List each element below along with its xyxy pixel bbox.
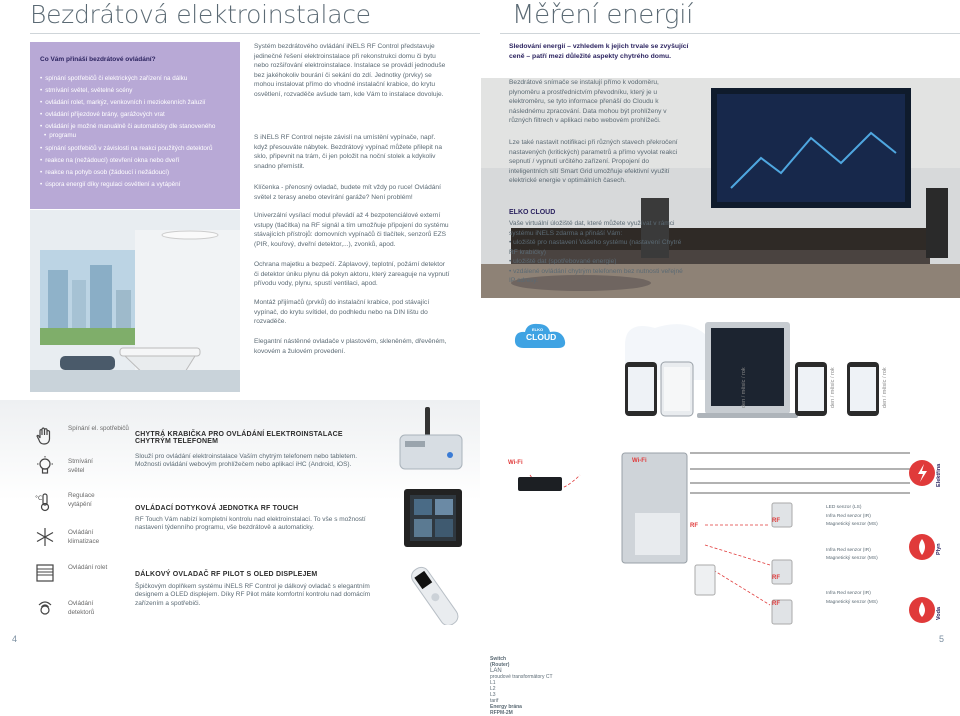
diagram-lines: [490, 425, 960, 651]
phase-label: L1: [490, 680, 496, 686]
intro-paragraph: Systém bezdrátového ovládání iNELS RF Control představuje jedinečné řešení elektroinstalace při rekonstrukci domu či bytu nebo rozšiřování elektroinstalace. Instalace se provádí jednoduše bez jakéhokoliv bourání či sekání do zdí. Jednotky (prvky) se mohou instalovat přímo do vhodné instalační krabice, do krytu osvětlení, rozvaděče avšude tam, kde Vám to instalace dovoluje.: [254, 43, 446, 98]
paragraph-keychain: Klíčenka - přenosný ovladač, budete mít vždy po ruce! Ovládání světel z terasy anebo otevírání garáže? Není problém!: [254, 184, 441, 201]
devices-image: [585, 320, 960, 420]
sensor-label: Infra Red senzor (IR): [826, 591, 871, 596]
icon-label: Ovládání rolet: [68, 564, 108, 571]
icon-label: Ovládání klimatizace: [68, 529, 100, 545]
benefit-item: • ovládání rolet, markýz, venkovních i meziokenních žaluzií: [40, 99, 235, 107]
icon-label: Regulace vytápění: [68, 492, 95, 508]
product-title: CHYTRÁ KRABIČKA PRO OVLÁDÁNÍ ELEKTROINSTALACE CHYTRÝM TELEFONEM: [135, 431, 343, 445]
phone-label: den / měsíc / rok: [830, 367, 836, 408]
paragraph-mounting: Montáž přijímačů (prvků) do instalační krabice, pod stávající vypínač, do krytu svítidel, do podhledu nebo na DIN lištu do rozvaděče.: [254, 299, 430, 325]
benefit-item: • ovládání je možné manuálně či automaticky dle stanoveného: [40, 123, 235, 131]
sensor-label: Infra Red senzor (IR): [826, 514, 871, 519]
elko-cloud-list: [509, 238, 689, 286]
rf-label: RF: [772, 575, 780, 581]
energy-bridge-label: Energy brána: [490, 704, 522, 710]
product-title: OVLÁDACÍ DOTYKOVÁ JEDNOTKA RF TOUCH: [135, 505, 299, 512]
benefit-item: • spínání spotřebičů či elektrických zařízení na dálku: [40, 75, 235, 83]
cloud-logo-top: ELKO: [532, 327, 544, 332]
ct-label: proudové transformátory CT: [490, 674, 553, 680]
rf-label: RF: [690, 523, 698, 529]
page-title-right: Měření energií: [512, 0, 694, 30]
product-text: Špičkovým doplňkem systému iNELS RF Control je dálkový ovladač s elegantním designem a OLED displejem. Díky RF Pilot máte komfortní kontrolu nad domácím zařízením a spotřebiči.: [135, 583, 371, 607]
side-label-electricity: Elektřina: [936, 463, 942, 487]
page-title-left: Bezdrátová elektroinstalace: [30, 0, 371, 29]
sensor-icon: [35, 598, 55, 618]
energy-diagram: [490, 425, 960, 716]
rf-touch-image: [404, 489, 462, 547]
phase-label: L3: [490, 692, 496, 698]
icon-label: Stmívání světel: [68, 458, 93, 474]
elko-bullet: vzdálené ovládání chytrým telefonem bez nutnosti veřejné IP adresy.: [509, 267, 683, 284]
sensor-label: Magnetický senzor (MS): [826, 522, 878, 527]
sensor-label: Magnetický senzor (MS): [826, 556, 878, 561]
paragraph-controllers: Elegantní nástěnné ovladače v plastovém, skleněném, dřevěném, kovovém a žulovém provedení.: [254, 338, 447, 355]
phone-label: den / měsíc / rok: [882, 367, 888, 408]
benefit-item-cont: [40, 132, 235, 140]
list-item: • uložiště pro nastavení Vašeho systému (nastavení Chytré RF krabičky): [509, 239, 682, 256]
tarif-label: tarif: [490, 698, 499, 704]
bulb-icon: [35, 456, 55, 476]
product-text: RF Touch Vám nabízí kompletní kontrolu nad elektroinstalací. To vše s možností nastavení týdenního programu, vše bezdrátově a automaticky.: [135, 516, 366, 532]
paragraph-switch: S iNELS RF Control nejste závislí na umístění vypínače, např. když přesouváte nábytek. Bezdrátový vypínač můžete přilepit na sklo, připevnit na trám, či jen položit na noční stolek a kdykoliv snadno přemístit.: [254, 134, 443, 170]
elko-bullet: uložiště dat (spotřebované energie): [513, 258, 617, 265]
list-item: • vzdálené ovládání chytrým telefonem bez nutnosti veřejné IP adresy.: [509, 267, 683, 284]
elko-cloud-logo: [512, 318, 572, 354]
divider-top-right: [500, 33, 960, 34]
benefit-item: • ovládání příjezdové brány, garážových vrat: [40, 111, 235, 119]
elko-cloud-intro: Vaše virtuální úložiště dat, které můžete využívat v rámci systému iNELS zdarma a přináší Vám:: [509, 220, 675, 237]
paragraph-security: Ochrana majetku a bezpečí. Záplavový, teplotní, požární detektor či detektor úniku plynu dá pokyn aktoru, který zareaguje na vypnutí přívodu vody, plynu, spustí ventilaci, apod.: [254, 261, 450, 287]
lan-label: LAN: [490, 668, 502, 674]
phase-label: L2: [490, 686, 496, 692]
benefits-title: Co Vám přináší bezdrátové ovládání?: [40, 56, 156, 63]
benefit-item: • spínání spotřebičů v závislosti na reakci použitých detektorů: [40, 145, 235, 153]
paragraph-module: Univerzální vysílací modul převádí až 4 bezpotenciálové externí vstupy (tlačítka) na RF signál a tím umožňuje připojení do systému stávajících přístrojů: domovních vypínačů či tlačítek, senzorů EZS (PIR, kouřový, dveřní detektor,...), zvonků, apod.: [254, 212, 449, 248]
page-number-right: 5: [939, 634, 945, 644]
benefit-item: • stmívání světel, světelné scény: [40, 87, 235, 95]
blinds-icon: [35, 563, 55, 583]
router-label: (Router): [490, 662, 510, 668]
elko-cloud-title: ELKO CLOUD: [509, 209, 556, 216]
elko-bullet: uložiště pro nastavení Vašeho systému (nastavení Chytré RF krabičky): [509, 239, 682, 256]
interior-photo: [30, 210, 240, 392]
rf-smart-box-image: [395, 405, 470, 475]
interior-illustration: [30, 210, 240, 392]
energy-lead: Sledování energií – vzhledem k jejich trvale se zvyšující ceně – patří mezi důležité aspekty chytrého domu.: [509, 43, 689, 60]
benefit-item: • reakce na (nežádoucí) otevření okna nebo dveří: [40, 157, 235, 165]
icon-label: Spínání el. spotřebičů: [68, 425, 129, 432]
page-number-left: 4: [12, 634, 18, 644]
wifi-label: Wi-Fi: [508, 460, 523, 466]
side-label-gas: Plyn: [936, 543, 942, 555]
snowflake-icon: [35, 527, 55, 547]
icon-label: Ovládání detektorů: [68, 600, 95, 616]
side-label-water: Voda: [936, 606, 942, 620]
sensor-label: Infra Red senzor (IR): [826, 548, 871, 553]
energy-paragraph-2: Lze také nastavit notifikaci při různých stavech překročení nastavených (kritických) parametrů a přímo vyvolat reakci sepnutí / vypnutí určitého zařízení. Propojení do inteligentních sítí Smart Grid umožňuje efektivní využití elektrické energie v optimálních časech.: [509, 139, 678, 184]
product-title: DÁLKOVÝ OVLADAČ RF PILOT S OLED DISPLEJEM: [135, 571, 318, 578]
benefit-text: programu: [49, 132, 77, 139]
product-text: Slouží pro ovládání elektroinstalace Vaším chytrým telefonem nebo tabletem. Možnosti ovládání webovým prohlížečem nebo aplikací iHC (Android, iOS).: [135, 453, 358, 469]
benefit-item: • úspora energií díky regulaci osvětlení a vytápění: [40, 181, 235, 189]
benefit-item: • reakce na pohyb osob (žádoucí i nežádoucí): [40, 169, 235, 177]
energy-paragraph-1: Bezdrátové snímače se instalují přímo k vodoměru, plynoměru a prostřednictvím převodníku, který je u elektroměru, se tyto informace přenáší do Cloudu k následnému zpracování. Data mohou být prohlíženy v různých filtrech v aplikaci nebo webovém prohlížeči.: [509, 79, 667, 124]
energy-bridge-model: RFPM-2M: [490, 710, 513, 716]
rf-pilot-image: [400, 565, 470, 625]
switch-label: Switch: [490, 656, 507, 662]
sensor-label: Magnetický senzor (MS): [826, 600, 878, 605]
divider-top-left: [30, 33, 480, 34]
wifi-label: Wi-Fi: [632, 458, 647, 464]
cloud-logo-text: CLOUD: [526, 332, 557, 342]
rf-label: RF: [772, 601, 780, 607]
svg-text:°C: °C: [35, 495, 43, 502]
list-item: • uložiště dat (spotřebované energie): [509, 258, 617, 265]
sensor-label: LED senzor (LS): [826, 505, 862, 510]
hand-icon: [35, 426, 55, 446]
phone-label: den / měsíc / rok: [741, 367, 747, 408]
thermometer-icon: [35, 492, 55, 512]
rf-label: RF: [772, 518, 780, 524]
